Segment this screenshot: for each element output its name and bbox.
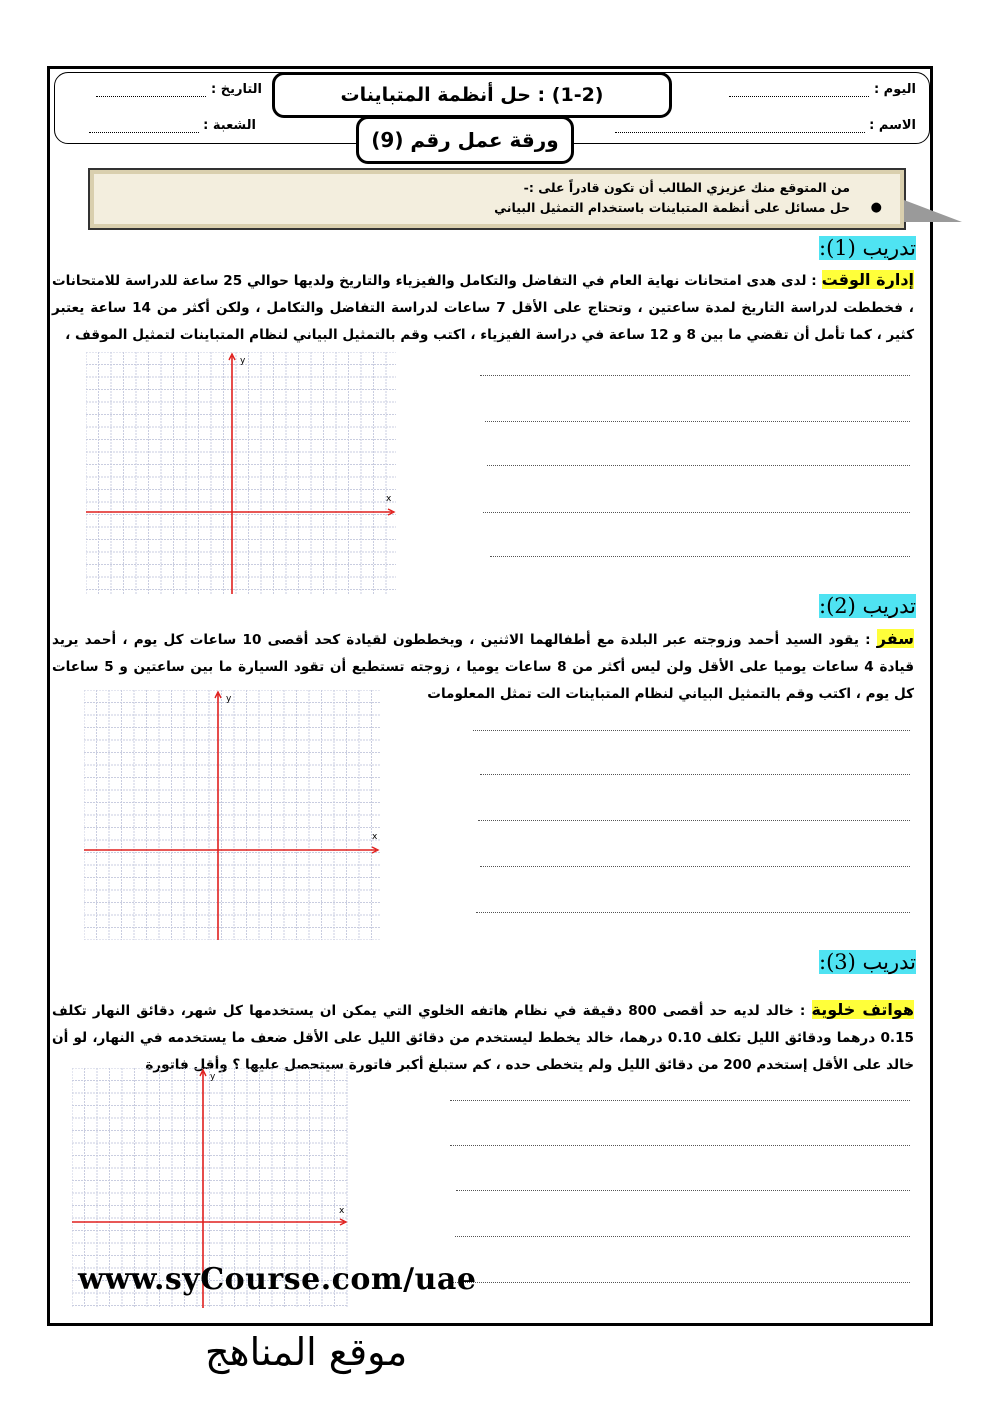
answer-line[interactable] [450, 1145, 910, 1146]
exercise-2-keyword: سفر [876, 629, 914, 648]
section-blank[interactable] [89, 132, 199, 133]
date-label: التاريخ : [211, 82, 262, 97]
graph-3-y-label: y [210, 1072, 216, 1082]
graph-2-x-label: x [372, 832, 378, 842]
date-blank[interactable] [96, 96, 206, 97]
section-field[interactable] [89, 118, 256, 133]
exercise-1-body: : لدى هدى امتحانات نهاية العام في التفاضل والتكامل والفيزياء والتاريخ ولديها حوالي 25 ساعة للدراسة للامتحانات ، فخططت لدراسة التاريخ لمدة ساعتين ، وتحتاج على الأقل 7 ساعات لدراسة التفاضل والتكامل ، ولكن أكثر من 14 ساعة يعتبر كثير ، كما تأمل أن تقضي ما بين 8 و 12 ساعة في دراسة الفيزياء ، اكتب وقم بالتمثيل البياني لنظام المتباينات لتمثيل الموقف ، [52, 273, 914, 343]
exercise-3-body: : خالد لديه حد أقصى 800 دقيقة في نظام هاتفه الخلوي التي يمكن ان يستخدمها كل شهر، دقائق النهار تكلف 0.15 درهما ودقائق الليل تكلف 0.10 درهما، خالد يخطط ليستخدم من دقائق الليل على الأقل ضعف ما يستخدمه في النهار، لو أن خالد على الأقل إستخدم 200 من دقائق الليل ولم يتخطى حده ، كم ستبلغ أكبر فاتورة سيتحصل عليها ؟ وأقل فاتورة [52, 1003, 914, 1073]
answer-line[interactable] [450, 1100, 910, 1101]
exercise-3-title-text: تدريب (3): [819, 950, 916, 974]
exercise-1-title-text: تدريب (1): [819, 236, 916, 260]
answer-line[interactable] [478, 820, 910, 821]
exercise-3-text [52, 996, 914, 1079]
answer-line[interactable] [483, 512, 910, 513]
graph-3-x-label: x [339, 1206, 345, 1216]
answer-line[interactable] [487, 465, 910, 466]
day-blank[interactable] [729, 96, 869, 97]
graph-2-y-label: y [226, 694, 232, 704]
answer-line[interactable] [480, 866, 910, 867]
bullet-icon: ● [870, 200, 882, 215]
exercise-2-title [819, 594, 916, 618]
worksheet-title: ورقة عمل رقم (9) [356, 116, 574, 164]
exercise-2-title-text: تدريب (2): [819, 594, 916, 618]
answer-line[interactable] [450, 1282, 910, 1283]
answer-line[interactable] [473, 730, 910, 731]
answer-line[interactable] [490, 556, 910, 557]
name-field[interactable] [615, 118, 916, 133]
name-label: الاسم : [869, 118, 916, 133]
exercise-1-keyword: إدارة الوقت [821, 270, 915, 289]
exercise-2-body: : يقود السيد أحمد وزوجته عبر البلدة مع أطفالهما الاثنين ، ويخططون لقيادة كحد أقصى 10 ساعات كل يوم ، أحمد يريد قيادة 4 ساعات يوميا على الأقل ولن ليس أكثر من 8 ساعات يوميا ، زوجته تستطيع أن تقود السيارة ما بين ساعتين و 5 ساعات كل يوم ، اكتب وقم بالتمثيل البياني لنظام المتباينات الت تمثل المعلومات [52, 632, 915, 702]
date-field[interactable] [96, 82, 262, 97]
day-label: اليوم : [873, 82, 916, 97]
graph-2[interactable] [84, 690, 380, 940]
footer-site-name: موقع المناهج [205, 1330, 408, 1374]
answer-line[interactable] [476, 912, 910, 913]
answer-line[interactable] [480, 375, 910, 376]
graph-1[interactable] [86, 352, 396, 594]
objectives-intro: من المتوقع منك عزيزي الطالب أن تكون قادراً على :- [523, 180, 850, 195]
objectives-box [88, 168, 906, 230]
exercise-1-title [819, 236, 916, 260]
exercise-1-text [52, 266, 914, 349]
graph-1-x-label: x [386, 494, 392, 504]
day-field[interactable] [729, 82, 916, 97]
answer-line[interactable] [480, 774, 910, 775]
section-label: الشعبة : [203, 118, 256, 133]
answer-line[interactable] [485, 421, 910, 422]
lesson-title: (1-2) : حل أنظمة المتباينات [272, 72, 672, 118]
graph-1-y-label: y [240, 356, 246, 366]
exercise-3-title [819, 950, 916, 974]
answer-line[interactable] [455, 1236, 910, 1237]
exercise-3-keyword: هواتف خلوية [811, 1000, 914, 1019]
answer-line[interactable] [456, 1190, 910, 1191]
objective-item: حل مسائل على أنظمة المتباينات باستخدام التمثيل البياني [494, 200, 850, 215]
arrow-pointer-icon [904, 200, 962, 222]
name-blank[interactable] [615, 132, 865, 133]
footer-url[interactable]: www.syCourse.com/uae [78, 1262, 477, 1297]
